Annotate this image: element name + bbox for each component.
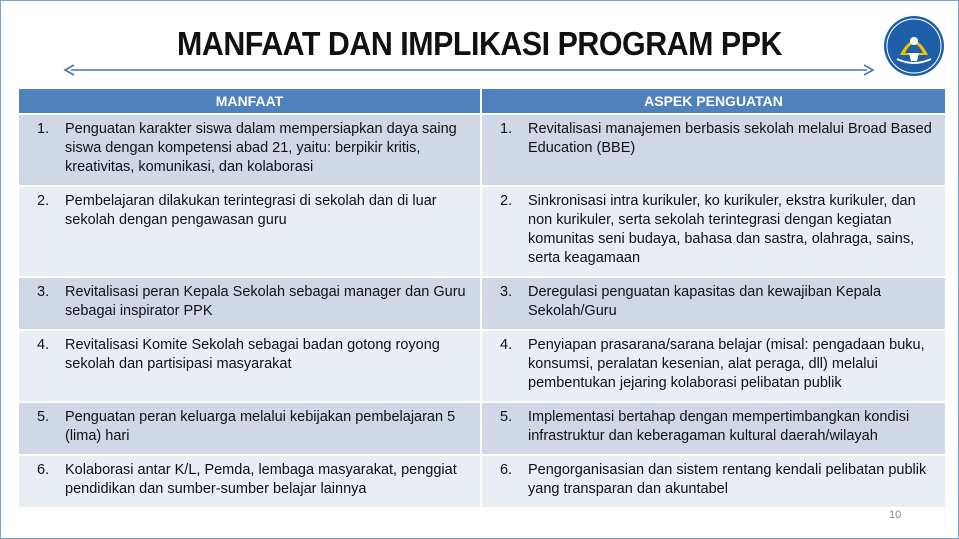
table-row: [19, 277, 945, 330]
table-row: [19, 402, 945, 455]
item-text: Penguatan peran keluarga melalui kebijakan pembelajaran 5 (lima) hari: [65, 409, 456, 444]
table-cell-aspek: [481, 114, 945, 186]
item-number: 3.: [500, 284, 513, 300]
table-cell-manfaat: [19, 455, 481, 507]
table-cell-manfaat: [19, 402, 481, 455]
item-text: Kolaborasi antar K/L, Pemda, lembaga masyarakat, penggiat pendidikan dan sumber-sumber belajar lainnya: [65, 462, 457, 497]
item-number: 6.: [37, 462, 50, 478]
table-cell-manfaat: [19, 114, 481, 186]
double-headed-arrow-icon: [63, 64, 875, 76]
table-cell-aspek: [481, 186, 945, 277]
item-number: 6.: [500, 462, 513, 478]
tut-wuri-handayani-logo-icon: [883, 15, 945, 77]
item-text: Penyiapan prasarana/sarana belajar (misal: pengadaan buku, konsumsi, peralatan kesenian, alat peraga, dll) melalui pembentukan jejaring kolaborasi pelibatan publik: [528, 337, 925, 391]
item-number: 2.: [37, 193, 50, 209]
table-cell-manfaat: [19, 277, 481, 330]
table-cell-manfaat: [19, 186, 481, 277]
item-number: 5.: [37, 409, 50, 425]
page-title: MANFAAT DAN IMPLIKASI PROGRAM PPK: [177, 25, 782, 62]
column-header-aspek-penguatan: ASPEK PENGUATAN: [481, 89, 945, 114]
page-number: 10: [889, 509, 902, 521]
item-text: Revitalisasi Komite Sekolah sebagai badan gotong royong sekolah dan partisipasi masyarakat: [65, 337, 440, 372]
table-cell-aspek: [481, 402, 945, 455]
item-number: 1.: [500, 121, 513, 137]
benefits-table: [19, 89, 945, 507]
table-cell-aspek: [481, 455, 945, 507]
item-number: 3.: [37, 284, 50, 300]
column-header-manfaat: MANFAAT: [19, 89, 481, 114]
table-header-row: [19, 89, 945, 114]
item-text: Revitalisasi peran Kepala Sekolah sebagai manager dan Guru sebagai inspirator PPK: [65, 284, 466, 319]
item-number: 2.: [500, 193, 513, 209]
item-number: 5.: [500, 409, 513, 425]
item-text: Deregulasi penguatan kapasitas dan kewajiban Kepala Sekolah/Guru: [528, 284, 882, 319]
item-text: Sinkronisasi intra kurikuler, ko kurikuler, ekstra kurikuler, dan non kurikuler, serta sekolah terintegrasi dengan kegiatan komunitas seni budaya, bahasa dan sastra, olahraga, sains, serta keagamaan: [528, 193, 916, 266]
table-row: [19, 330, 945, 402]
item-text: Pembelajaran dilakukan terintegrasi di sekolah dan di luar sekolah dengan pengawasan guru: [65, 193, 437, 228]
table-row: [19, 455, 945, 507]
table-cell-manfaat: [19, 330, 481, 402]
table-row: [19, 114, 945, 186]
item-text: Pengorganisasian dan sistem rentang kendali pelibatan publik yang transparan dan akuntabel: [528, 462, 927, 497]
item-text: Revitalisasi manajemen berbasis sekolah melalui Broad Based Education (BBE): [528, 121, 932, 156]
item-text: Implementasi bertahap dengan mempertimbangkan kondisi infrastruktur dan keberagaman kultural daerah/wilayah: [528, 409, 910, 444]
table-cell-aspek: [481, 330, 945, 402]
item-number: 1.: [37, 121, 50, 137]
item-number: 4.: [37, 337, 50, 353]
table-cell-aspek: [481, 277, 945, 330]
table-row: [19, 186, 945, 277]
item-number: 4.: [500, 337, 513, 353]
item-text: Penguatan karakter siswa dalam mempersiapkan daya saing siswa dengan kompetensi abad 21, yaitu: berpikir kritis, kreativitas, komunikasi, dan kolaborasi: [65, 121, 457, 175]
